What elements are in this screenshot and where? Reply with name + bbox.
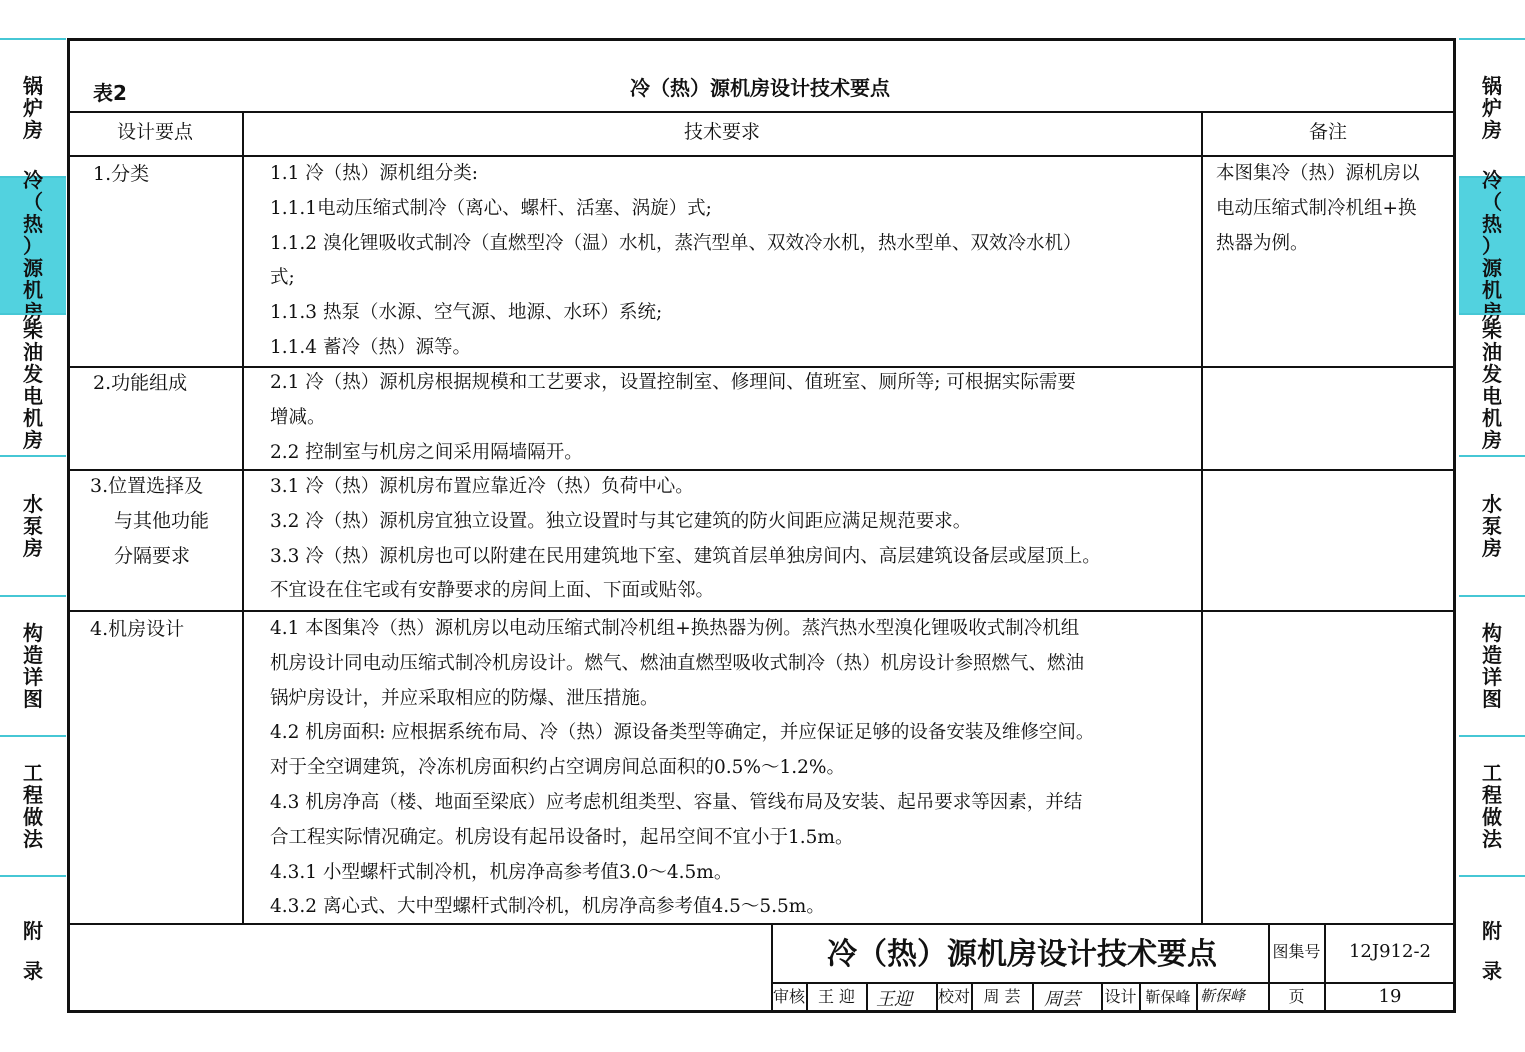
right-side-tabs xyxy=(1459,38,1525,1038)
right-tab-2[interactable]: 冷 （ 热 ） 源 机 房 xyxy=(1459,176,1525,313)
list-item: 3.1 冷（热）源机房布置应靠近冷（热）负荷中心。 xyxy=(270,476,694,497)
col-divider-1 xyxy=(242,111,244,924)
right-tab-4[interactable]: 水 泵 房 xyxy=(1459,455,1525,595)
list-item: 锅炉房设计，并应采取相应的防爆、泄压措施。 xyxy=(270,687,659,709)
left-side-tabs xyxy=(0,38,66,1038)
row4-category: 4.机房设计 xyxy=(90,618,185,640)
list-item: 3.3 冷（热）源机房也可以附建在民用建筑地下室、建筑首层单独房间内、高层建筑设备层或屋顶上。 xyxy=(270,545,1101,567)
col-divider-2 xyxy=(1201,111,1203,924)
table-label: 表2 xyxy=(93,81,127,105)
list-item: 4.3 机房净高（楼、地面至梁底）应考虑机组类型、容量、管线布局及安装、起吊要求等因素，并结 xyxy=(270,791,1083,813)
list-item: 1.1.1电动压缩式制冷（离心、螺杆、活塞、涡旋）式; xyxy=(270,197,712,219)
list-item: 1.1.2 溴化锂吸收式制冷（直燃型冷（温）水机，蒸汽型单、双效冷水机，热水型单、双效冷水机） xyxy=(270,232,1082,254)
review-signature: 王迎 xyxy=(876,989,912,1010)
drawing-title: 冷（热）源机房设计技术要点 xyxy=(827,937,1217,972)
row4-requirements xyxy=(270,612,1094,925)
right-tab-3[interactable]: 柴 油 发 电 机 房 xyxy=(1459,313,1525,455)
right-tab-5[interactable]: 构 造 详 图 xyxy=(1459,595,1525,735)
list-item: 3.2 冷（热）源机房宜独立设置。独立设置时与其它建筑的防火间距应满足规范要求。 xyxy=(270,510,972,532)
left-tab-6[interactable]: 工 程 做 法 xyxy=(0,735,66,875)
table-title: 冷（热）源机房设计技术要点 xyxy=(630,76,890,100)
row3-category: 3.位置选择及 与其他功能 分隔要求 xyxy=(90,475,210,567)
row2-requirements xyxy=(270,366,1076,470)
check-name: 周 芸 xyxy=(983,987,1021,1006)
list-item: 1.1 冷（热）源机组分类: xyxy=(270,163,479,184)
design-name: 靳保峰 xyxy=(1145,988,1191,1006)
list-item: 4.3.1 小型螺杆式制冷机，机房净高参考值3.0～4.5m。 xyxy=(270,861,733,883)
list-item: 4.3.2 离心式、大中型螺杆式制冷机，机房净高参考值4.5～5.5m。 xyxy=(270,896,825,918)
header-technical-requirement: 技术要求 xyxy=(683,121,760,143)
page-number: 19 xyxy=(1378,986,1402,1007)
row2-category: 2.功能组成 xyxy=(93,372,188,394)
right-tab-7[interactable]: 附 录 xyxy=(1459,875,1525,1025)
review-name: 王 迎 xyxy=(817,987,856,1006)
left-tab-3[interactable]: 柴 油 发 电 机 房 xyxy=(0,313,66,455)
right-tab-1[interactable]: 锅 炉 房 xyxy=(1459,38,1525,176)
titleblock-sig-divider-8 xyxy=(1196,982,1198,1012)
list-item: 合工程实际情况确定。机房设有起吊设备时，起吊空间不宜小于1.5m。 xyxy=(270,826,854,848)
row1-remark: 本图集冷（热）源机房以 电动压缩式制冷机组+换 热器为例。 xyxy=(1216,163,1420,254)
list-item: 不宜设在住宅或有安静要求的房间上面、下面或贴邻。 xyxy=(270,580,715,602)
left-tab-1[interactable]: 锅 炉 房 xyxy=(0,38,66,176)
header-remark: 备注 xyxy=(1308,121,1347,143)
left-tab-4[interactable]: 水 泵 房 xyxy=(0,455,66,595)
header-design-point: 设计要点 xyxy=(116,121,193,143)
list-item: 4.1 本图集冷（热）源机房以电动压缩式制冷机组+换热器为例。蒸汽热水型溴化锂吸收式制冷机组 xyxy=(270,618,1080,639)
design-signature: 靳保峰 xyxy=(1200,987,1246,1005)
list-item: 机房设计同电动压缩式制冷机房设计。燃气、燃油直燃型吸收式制冷（热）机房设计参照燃气、燃油 xyxy=(270,652,1085,674)
list-item: 增减。 xyxy=(270,406,326,428)
list-item: 2.1 冷（热）源机房根据规模和工艺要求，设置控制室、修理间、值班室、厕所等; 可根据实际需要 xyxy=(270,372,1076,393)
list-item: 式; xyxy=(270,267,295,289)
list-item: 对于全空调建筑，冷冻机房面积约占空调房间总面积的0.5%～1.2%。 xyxy=(270,757,846,779)
row1-category: 1.分类 xyxy=(93,163,150,185)
left-tab-7[interactable]: 附 录 xyxy=(0,875,66,1025)
left-tab-2[interactable]: 冷 （ 热 ） 源 机 房 xyxy=(0,176,66,313)
list-item: 4.2 机房面积: 应根据系统布局、冷（热）源设备类型等确定，并应保证足够的设备安装及维修空间。 xyxy=(270,722,1095,744)
list-item: 1.1.4 蓄冷（热）源等。 xyxy=(270,336,471,358)
atlas-number: 12J912-2 xyxy=(1348,941,1431,962)
left-tab-5[interactable]: 构 造 详 图 xyxy=(0,595,66,735)
list-item: 2.2 控制室与机房之间采用隔墙隔开。 xyxy=(270,441,583,463)
check-label: 校对 xyxy=(937,987,970,1006)
atlas-label: 图集号 xyxy=(1272,942,1321,961)
list-item: 1.1.3 热泵（水源、空气源、地源、水环）系统; xyxy=(270,302,663,324)
row3-requirements xyxy=(270,470,1101,609)
titleblock-sig-divider-2 xyxy=(866,982,868,1012)
check-signature: 周芸 xyxy=(1044,989,1080,1010)
row1-requirements xyxy=(270,157,1081,366)
page-label: 页 xyxy=(1288,987,1305,1006)
design-label: 设计 xyxy=(1104,987,1137,1006)
review-label: 审核 xyxy=(772,987,805,1006)
titleblock-sig-divider-5 xyxy=(1032,982,1034,1012)
right-tab-6[interactable]: 工 程 做 法 xyxy=(1459,735,1525,875)
